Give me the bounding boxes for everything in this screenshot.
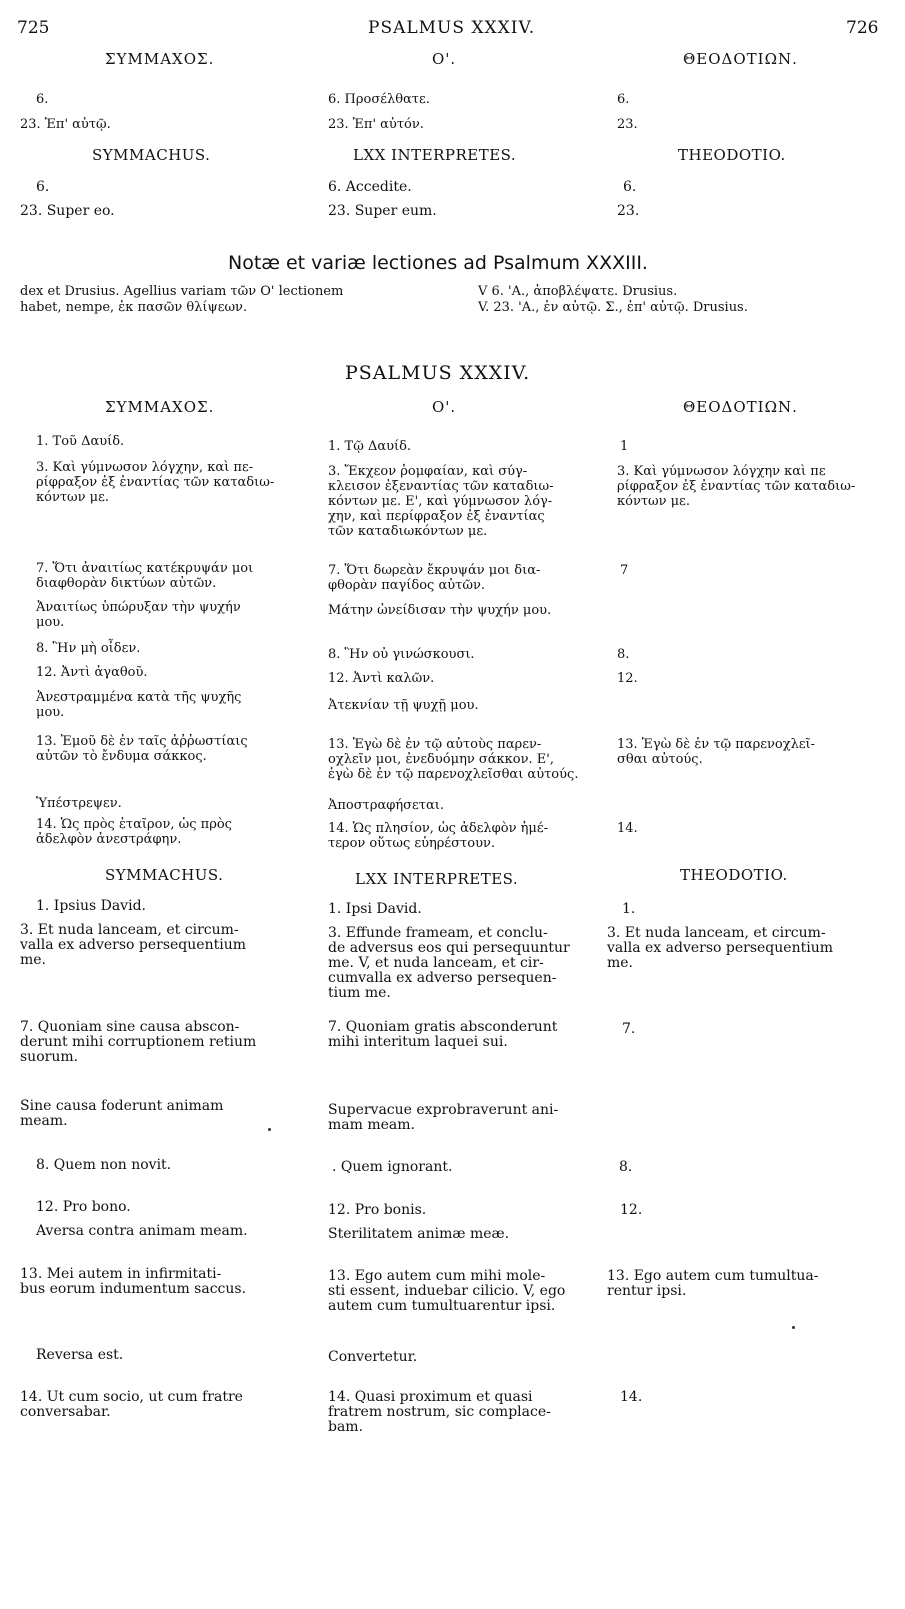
running-title: PSALMUS XXXIV. (368, 18, 536, 38)
latin-verse-cell: 12. Pro bonis. (328, 1202, 427, 1218)
top-greek-cell: 23. (617, 117, 638, 132)
latin-verse-cell: Aversa contra animam meam. (36, 1223, 248, 1239)
ink-speck (792, 1326, 795, 1329)
col-header-lxx-latin: LXX INTERPRETES. (355, 870, 519, 888)
latin-verse-cell: Reversa est. (36, 1347, 124, 1363)
latin-verse-cell: Sterilitatem animæ meæ. (328, 1226, 510, 1242)
greek-verse-cell: 14. Ὡς πρὸς ἑταῖρον, ὡς πρὸς ἀδελφὸν ἀνεστράφην. (36, 817, 232, 847)
col-header-theodotion-latin: THEODOTIO. (678, 146, 786, 164)
latin-verse-cell: 1. (622, 901, 636, 917)
latin-verse-cell: Supervacue exprobraverunt ani- mam meam. (328, 1102, 559, 1133)
top-greek-cell: 6. (36, 92, 49, 107)
top-greek-cell: 23. Ἐπ' αὐτόν. (328, 117, 424, 132)
col-header-lxx-greek: Ο'. (432, 398, 457, 416)
latin-verse-cell: 13. Ego autem cum mihi mole- sti essent, induebar cilicio. V, ego autem cum tumultuarentur ipsi. (328, 1268, 566, 1314)
latin-verse-cell: 14. Ut cum socio, ut cum fratre conversabar. (20, 1389, 243, 1420)
top-greek-cell: 6. (617, 92, 630, 107)
greek-verse-cell: 12. Ἀντὶ καλῶν. (328, 671, 435, 686)
greek-verse-cell: 3. Καὶ γύμνωσον λόγχην καὶ πε ρίφραξον ἐξ ἐναντίας τῶν καταδιω- κόντων με. (617, 464, 856, 509)
notae-title: Notæ et variæ lectiones ad Psalmum XXXIII. (228, 252, 648, 274)
col-header-symmachus-greek: ΣΥΜΜΑΧΟΣ. (105, 398, 215, 416)
greek-verse-cell: 12. (617, 671, 638, 686)
greek-verse-cell: 3. Ἔκχεον ῥομφαίαν, καὶ σύγ- κλεισον ἐξεναντίας τῶν καταδιω- κόντων με. Ε', καὶ γύμνωσον λόγ- χην, καὶ περίφραξον ἐξ ἐναντίας τῶν καταδιωκόντων με. (328, 464, 554, 539)
col-header-symmachus-latin: SYMMACHUS. (92, 146, 211, 164)
greek-verse-cell: 7. Ὅτι δωρεὰν ἔκρυψάν μοι δια- φθορὰν παγίδος αὐτῶν. (328, 563, 541, 593)
latin-verse-cell: 13. Ego autem cum tumultua- rentur ipsi. (607, 1268, 819, 1299)
greek-verse-cell: 13. Ἐμοῦ δὲ ἐν ταῖς ἀῤῥωστίαις αὐτῶν τὸ ἔνδυμα σάκκος. (36, 734, 248, 764)
latin-verse-cell: 7. Quoniam sine causa abscon- derunt mihi corruptionem retium suorum. (20, 1019, 257, 1065)
top-latin-cell: 6. (623, 179, 637, 195)
top-greek-cell: 23. Ἐπ' αὐτῷ. (20, 117, 111, 132)
greek-verse-cell: 7. Ὅτι ἀναιτίως κατέκρυψάν μοι διαφθορὰν δικτύων αὐτῶν. (36, 561, 254, 591)
greek-verse-cell: 7 (620, 563, 629, 578)
ink-speck (268, 1128, 271, 1131)
greek-verse-cell: 12. Ἀντὶ ἀγαθοῦ. (36, 665, 148, 680)
greek-verse-cell: 3. Καὶ γύμνωσον λόγχην, καὶ πε- ρίφραξον ἐξ ἐναντίας τῶν καταδιω- κόντων με. (36, 460, 275, 505)
greek-verse-cell: 1. Τοῦ Δαυίδ. (36, 434, 125, 449)
greek-verse-cell: Ὑπέστρεψεν. (36, 796, 122, 811)
latin-verse-cell: 3. Effunde frameam, et conclu- de adversus eos qui persequuntur me. V, et nuda lanceam, et cir- cumvalla ex adverso persequen- tium me. (328, 925, 570, 1001)
psalm-title: PSALMUS XXXIV. (345, 362, 531, 384)
top-latin-cell: 23. Super eum. (328, 203, 437, 219)
notae-right-text: V 6. 'Α., ἀποβλέψατε. Drusius. V. 23. 'Α., ἐν αὐτῷ. Σ., ἐπ' αὐτῷ. Drusius. (478, 284, 748, 315)
greek-verse-cell: Ἀναιτίως ὑπώρυξαν τὴν ψυχήν μου. (36, 600, 241, 630)
top-latin-cell: 6. Accedite. (328, 179, 412, 195)
greek-verse-cell: 1 (620, 439, 629, 454)
latin-verse-cell: . Quem ignorant. (332, 1159, 453, 1175)
greek-verse-cell: 14. (617, 821, 638, 836)
latin-verse-cell: 14. Quasi proximum et quasi fratrem nostrum, sic complace- bam. (328, 1389, 551, 1435)
right-page-number: 726 (846, 18, 879, 38)
greek-verse-cell: 14. Ὡς πλησίον, ὡς ἀδελφὸν ἡμέ- τερον οὕτως εὐηρέστουν. (328, 821, 548, 851)
col-header-lxx-greek: Ο'. (432, 50, 457, 68)
latin-verse-cell: 1. Ipsi David. (328, 901, 422, 917)
greek-verse-cell: Ἀτεκνίαν τῇ ψυχῇ μου. (328, 698, 479, 713)
greek-verse-cell: Ἀποστραφήσεται. (328, 798, 444, 813)
top-latin-cell: 6. (36, 179, 50, 195)
top-latin-cell: 23. Super eo. (20, 203, 115, 219)
latin-verse-cell: 1. Ipsius David. (36, 898, 146, 914)
col-header-lxx-latin: LXX INTERPRETES. (353, 146, 517, 164)
col-header-symmachus-greek: ΣΥΜΜΑΧΟΣ. (105, 50, 215, 68)
latin-verse-cell: 14. (620, 1389, 643, 1405)
col-header-theodotion-greek: ΘΕΟΔΟΤΙΩΝ. (683, 50, 798, 68)
latin-verse-cell: 3. Et nuda lanceam, et circum- valla ex adverso persequentium me. (607, 925, 833, 971)
latin-verse-cell: Convertetur. (328, 1349, 418, 1365)
top-latin-cell: 23. (617, 203, 640, 219)
latin-verse-cell: 12. (620, 1202, 643, 1218)
greek-verse-cell: Μάτην ὠνείδισαν τὴν ψυχήν μου. (328, 603, 552, 618)
greek-verse-cell: 1. Τῷ Δαυίδ. (328, 439, 412, 454)
latin-verse-cell: 3. Et nuda lanceam, et circum- valla ex adverso persequentium me. (20, 922, 246, 968)
greek-verse-cell: 8. (617, 647, 630, 662)
latin-verse-cell: 8. Quem non novit. (36, 1157, 172, 1173)
latin-verse-cell: 8. (619, 1159, 633, 1175)
left-page-number: 725 (17, 18, 50, 38)
notae-left-text: dex et Drusius. Agellius variam τῶν Ο' lectionem habet, nempe, ἐκ πασῶν θλίψεων. (20, 284, 344, 315)
greek-verse-cell: 8. Ἣν μὴ οἶδεν. (36, 641, 141, 656)
col-header-symmachus-latin: SYMMACHUS. (105, 866, 224, 884)
latin-verse-cell: 12. Pro bono. (36, 1199, 131, 1215)
col-header-theodotion-greek: ΘΕΟΔΟΤΙΩΝ. (683, 398, 798, 416)
col-header-theodotion-latin: THEODOTIO. (680, 866, 788, 884)
latin-verse-cell: 7. (622, 1021, 636, 1037)
greek-verse-cell: 13. Ἐγὼ δὲ ἐν τῷ παρενοχλεῖ- σθαι αὐτούς. (617, 737, 816, 767)
latin-verse-cell: 13. Mei autem in infirmitati- bus eorum indumentum saccus. (20, 1266, 247, 1297)
latin-verse-cell: 7. Quoniam gratis absconderunt mihi interitum laquei sui. (328, 1019, 558, 1050)
greek-verse-cell: Ἀνεστραμμένα κατὰ τῆς ψυχῆς μου. (36, 690, 242, 720)
greek-verse-cell: 8. Ἣν οὐ γινώσκουσι. (328, 647, 475, 662)
greek-verse-cell: 13. Ἐγὼ δὲ ἐν τῷ αὐτοὺς παρεν- οχλεῖν μοι, ἐνεδυόμην σάκκον. Ε', ἐγὼ δὲ ἐν τῷ παρενοχλεῖσθαι αὐτούς. (328, 737, 579, 782)
latin-verse-cell: Sine causa foderunt animam meam. (20, 1098, 224, 1129)
top-greek-cell: 6. Προσέλθατε. (328, 92, 430, 107)
